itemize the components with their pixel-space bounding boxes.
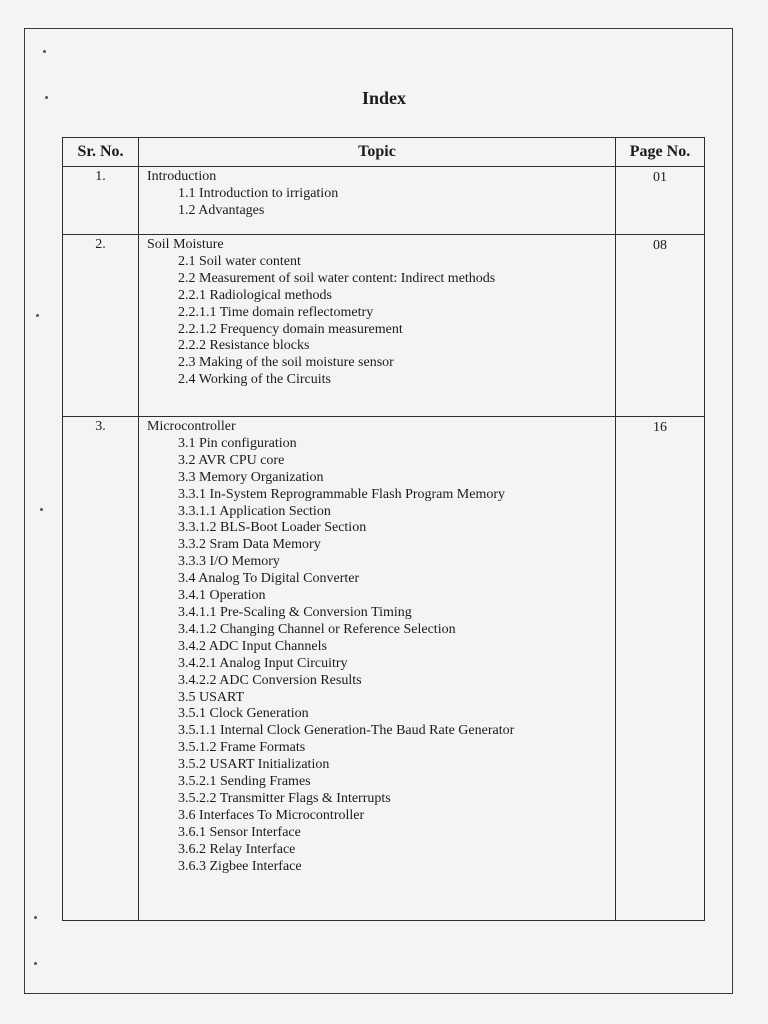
topic-cell [139, 167, 616, 235]
header-page-no: Page No. [616, 138, 705, 167]
subtopic: 2.2.1.1 Time domain reflectometry [178, 304, 374, 320]
topic-cell [139, 417, 616, 921]
chapter-title: Microcontroller [147, 419, 236, 434]
subtopic: 3.4.1.1 Pre-Scaling & Conversion Timing [178, 604, 412, 620]
header-topic: Topic [139, 138, 616, 167]
subtopic: 3.3.3 I/O Memory [178, 554, 280, 570]
table-row [63, 417, 705, 921]
subtopic: 3.6.3 Zigbee Interface [178, 858, 302, 874]
subtopic: 2.2.1.2 Frequency domain measurement [178, 321, 403, 337]
subtopic: 3.6.1 Sensor Interface [178, 824, 301, 840]
subtopic: 3.4 Analog To Digital Converter [178, 571, 360, 587]
subtopic: 3.6.2 Relay Interface [178, 841, 296, 857]
subtopic: 1.2 Advantages [178, 202, 265, 218]
subtopic: 2.2.1 Radiological methods [178, 287, 332, 303]
sr-number: 1. [63, 167, 139, 235]
subtopic: 3.3 Memory Organization [178, 469, 324, 485]
subtopic: 3.4.2 ADC Input Channels [178, 638, 327, 654]
subtopic: 3.5.1.2 Frame Formats [178, 740, 306, 756]
subtopic: 3.2 AVR CPU core [178, 452, 285, 468]
subtopic: 3.5.1.1 Internal Clock Generation-The Baud Rate Generator [178, 723, 515, 739]
scan-speck [34, 962, 37, 965]
scan-speck [40, 508, 43, 511]
sr-number: 2. [63, 235, 139, 417]
subtopic: 2.1 Soil water content [178, 253, 301, 269]
subtopic: 3.3.1.1 Application Section [178, 503, 331, 519]
subtopic: 3.4.1.2 Changing Channel or Reference Selection [178, 621, 456, 637]
scan-speck [43, 50, 46, 53]
header-sr-no: Sr. No. [63, 138, 139, 167]
table-header-row [63, 138, 705, 167]
scan-speck [36, 314, 39, 317]
subtopic: 3.4.2.2 ADC Conversion Results [178, 672, 362, 688]
subtopic: 3.5.1 Clock Generation [178, 706, 309, 722]
subtopic: 2.3 Making of the soil moisture sensor [178, 355, 394, 371]
subtopic: 3.5 USART [178, 689, 245, 705]
table-row [63, 235, 705, 417]
page-number: 08 [616, 235, 705, 417]
page-number: 16 [616, 417, 705, 921]
scan-speck [34, 916, 37, 919]
subtopic: 3.4.2.1 Analog Input Circuitry [178, 655, 348, 671]
chapter-title: Introduction [147, 169, 217, 184]
chapter-title: Soil Moisture [147, 237, 224, 252]
table-row [63, 167, 705, 235]
subtopic: 3.3.2 Sram Data Memory [178, 537, 321, 553]
subtopic: 3.6 Interfaces To Microcontroller [178, 807, 365, 823]
page-number: 01 [616, 167, 705, 235]
subtopic: 1.1 Introduction to irrigation [178, 185, 339, 201]
sr-number: 3. [63, 417, 139, 921]
subtopic: 3.4.1 Operation [178, 588, 266, 604]
topic-cell [139, 235, 616, 417]
subtopic: 3.3.1 In-System Reprogrammable Flash Program Memory [178, 486, 506, 502]
subtopic: 2.2.2 Resistance blocks [178, 338, 310, 354]
subtopic: 3.5.2 USART Initialization [178, 757, 330, 773]
subtopic: 2.2 Measurement of soil water content: Indirect methods [178, 270, 496, 286]
subtopic: 3.3.1.2 BLS-Boot Loader Section [178, 520, 367, 536]
index-table [62, 137, 705, 921]
subtopic: 3.1 Pin configuration [178, 435, 297, 451]
subtopic: 3.5.2.1 Sending Frames [178, 774, 311, 790]
page-title: Index [361, 88, 406, 108]
subtopic: 2.4 Working of the Circuits [178, 372, 331, 388]
subtopic: 3.5.2.2 Transmitter Flags & Interrupts [178, 790, 391, 806]
scan-speck [45, 96, 48, 99]
